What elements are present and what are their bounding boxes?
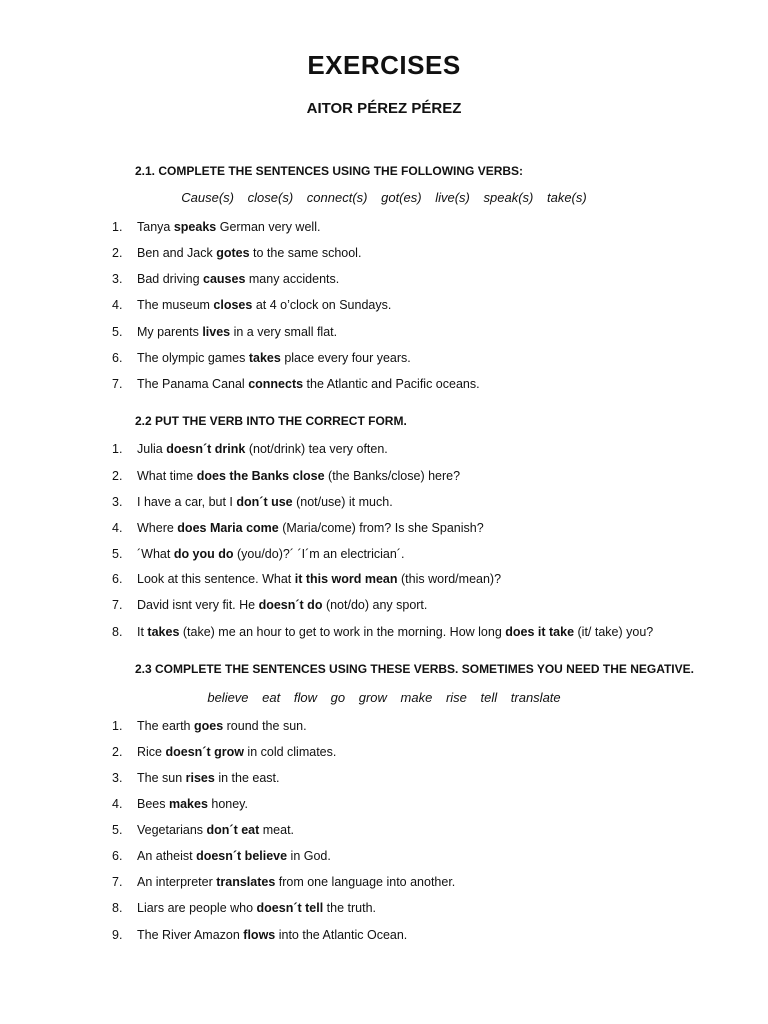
answer: connects: [248, 377, 304, 391]
exercise-item: 9. The River Amazon flows into the Atlantic Ocean.: [112, 928, 408, 942]
answer: closes: [213, 298, 253, 312]
answer: rises: [185, 771, 215, 785]
exercise-item: 5. ´What do you do (you/do)?´ ´I´m an electrician´.: [112, 547, 405, 561]
answer: don´t use: [236, 495, 293, 509]
exercise-item: 3. The sun rises in the east.: [112, 771, 280, 785]
word-bank-item: got(es): [381, 190, 422, 205]
answer: translates: [216, 875, 276, 889]
exercise-item: 4. Where does Maria come (Maria/come) from? Is she Spanish?: [112, 521, 484, 535]
exercise-item: 1. The earth goes round the sun.: [112, 719, 307, 733]
word-bank-item: translate: [510, 690, 561, 705]
section-1-word-bank: [0, 190, 768, 205]
word-bank-item: flow: [293, 690, 317, 705]
exercise-item: 7. The Panama Canal connects the Atlantic and Pacific oceans.: [112, 377, 480, 391]
exercise-item: 7. David isnt very fit. He doesn´t do (not/do) any sport.: [112, 598, 428, 612]
answer: doesn´t tell: [256, 901, 324, 915]
exercise-item: 6. An atheist doesn´t believe in God.: [112, 849, 331, 863]
answer: doesn´t do: [258, 598, 323, 612]
exercise-item: 5. Vegetarians don´t eat meat.: [112, 823, 295, 837]
word-bank-item: believe: [207, 690, 249, 705]
answer: don´t eat: [206, 823, 260, 837]
answer: lives: [202, 325, 231, 339]
answer: doesn´t grow: [165, 745, 244, 759]
answer: takes: [147, 625, 180, 639]
exercise-item: 1. Tanya speaks German very well.: [112, 220, 321, 234]
word-bank-item: connect(s): [306, 190, 368, 205]
section-1-heading: 2.1. COMPLETE THE SENTENCES USING THE FOLLOWING VERBS:: [135, 164, 524, 178]
exercise-item: 4. The museum closes at 4 o’clock on Sundays.: [112, 298, 392, 312]
answer: does the Banks close: [196, 469, 325, 483]
exercise-item: 2. Ben and Jack gotes to the same school.: [112, 246, 362, 260]
answer: makes: [168, 797, 208, 811]
answer: takes: [248, 351, 281, 365]
section-3-heading: 2.3 COMPLETE THE SENTENCES USING THESE VERBS. SOMETIMES YOU NEED THE NEGATIVE.: [135, 662, 694, 676]
exercise-item: 8. It takes (take) me an hour to get to work in the morning. How long does it take (it/ take) you?: [112, 625, 654, 639]
word-bank-item: grow: [358, 690, 387, 705]
exercise-item: 6. Look at this sentence. What it this word mean (this word/mean)?: [112, 572, 502, 586]
exercise-item: 7. An interpreter translates from one language into another.: [112, 875, 456, 889]
exercise-item: 2. Rice doesn´t grow in cold climates.: [112, 745, 337, 759]
section-2-heading: 2.2 PUT THE VERB INTO THE CORRECT FORM.: [135, 414, 407, 428]
word-bank-item: Cause(s): [181, 190, 235, 205]
exercise-item: 3. I have a car, but I don´t use (not/use) it much.: [112, 495, 393, 509]
answer: goes: [193, 719, 224, 733]
exercise-item: 2. What time does the Banks close (the Banks/close) here?: [112, 469, 461, 483]
answer: flows: [243, 928, 276, 942]
answer: does Maria come: [177, 521, 279, 535]
exercise-item: 1. Julia doesn´t drink (not/drink) tea very often.: [112, 442, 388, 456]
answer: does it take: [505, 625, 575, 639]
author-name: AITOR PÉREZ PÉREZ: [306, 100, 462, 117]
answer: doesn´t drink: [166, 442, 246, 456]
word-bank-item: go: [330, 690, 346, 705]
answer: do you do: [173, 547, 234, 561]
answer: gotes: [216, 246, 250, 260]
page-title: EXERCISES: [307, 50, 461, 80]
word-bank-item: make: [400, 690, 433, 705]
exercise-item: 6. The olympic games takes place every four years.: [112, 351, 411, 365]
exercise-item: 5. My parents lives in a very small flat.: [112, 325, 338, 339]
section-3-word-bank: [0, 690, 768, 705]
exercise-item: 4. Bees makes honey.: [112, 797, 248, 811]
exercise-item: 3. Bad driving causes many accidents.: [112, 272, 340, 286]
word-bank-item: close(s): [247, 190, 294, 205]
exercise-item: 8. Liars are people who doesn´t tell the truth.: [112, 901, 377, 915]
word-bank-item: tell: [480, 690, 498, 705]
word-bank-item: live(s): [435, 190, 470, 205]
answer: doesn´t believe: [196, 849, 288, 863]
answer: speaks: [173, 220, 217, 234]
word-bank-item: take(s): [546, 190, 587, 205]
answer: it this word mean: [294, 572, 398, 586]
word-bank-item: eat: [262, 690, 281, 705]
answer: causes: [203, 272, 246, 286]
word-bank-item: speak(s): [483, 190, 534, 205]
word-bank-item: rise: [445, 690, 467, 705]
